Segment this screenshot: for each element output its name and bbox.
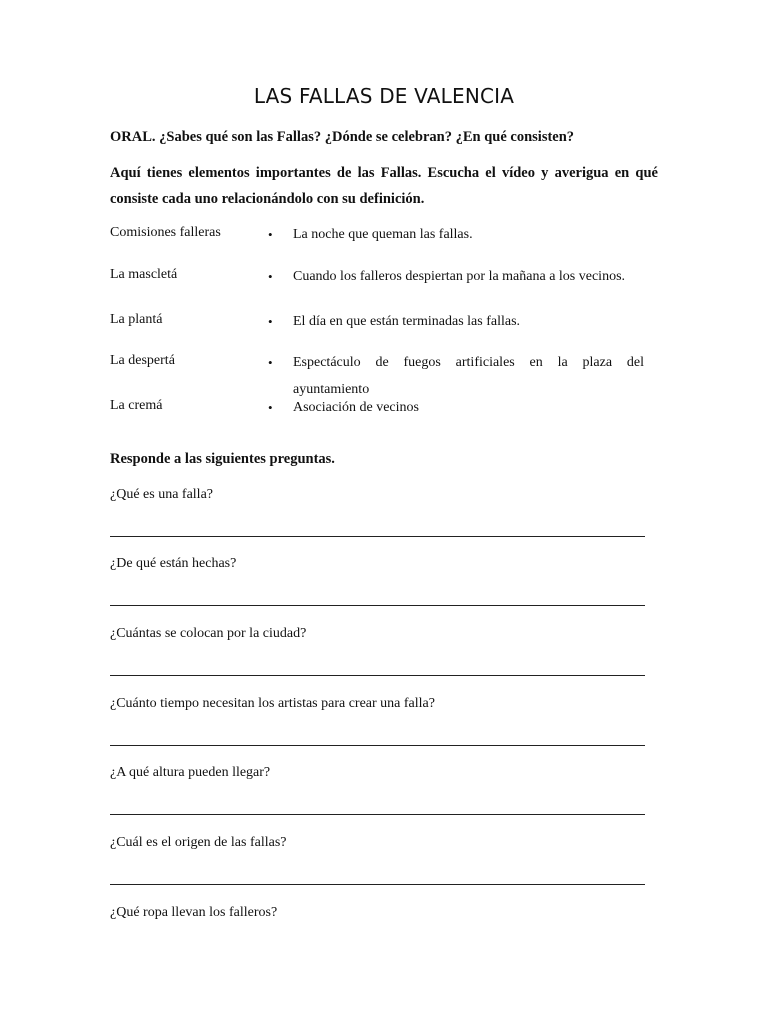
document-title: LAS FALLAS DE VALENCIA [253,84,515,108]
question-text: ¿Qué ropa llevan los falleros? [110,905,278,920]
bullet-icon: • [268,227,273,242]
answer-line[interactable] [110,605,645,606]
matching-term: La despertá [110,353,175,368]
question-text: ¿Cuál es el origen de las fallas? [110,835,287,850]
question-text: ¿A qué altura pueden llegar? [110,765,271,780]
matching-definition: El día en que están terminadas las fallas. [293,314,521,329]
bullet-icon: • [268,314,273,329]
question-text: ¿Qué es una falla? [110,487,213,502]
oral-prompt: ORAL. ¿Sabes qué son las Fallas? ¿Dónde se celebran? ¿En qué consisten? [110,129,575,145]
matching-term: La cremá [110,398,163,413]
intro-instructions: Aquí tienes elementos importantes de las Fallas. Escucha el vídeo y averigua en qué consiste cada uno relacionándolo con su definición. [110,165,658,207]
matching-definition: Cuando los falleros despiertan por la mañana a los vecinos. [293,269,626,284]
question-text: ¿De qué están hechas? [110,556,237,571]
answer-line[interactable] [110,536,645,537]
matching-term: La plantá [110,312,163,327]
matching-definition: Asociación de vecinos [293,400,419,415]
matching-definition: La noche que queman las fallas. [293,227,473,242]
matching-term: Comisiones falleras [110,225,221,240]
bullet-icon: • [268,400,273,415]
answer-line[interactable] [110,814,645,815]
question-text: ¿Cuántas se colocan por la ciudad? [110,626,307,641]
answer-line[interactable] [110,884,645,885]
bullet-icon: • [268,269,273,284]
question-text: ¿Cuánto tiempo necesitan los artistas para crear una falla? [110,696,435,711]
bullet-icon: • [268,355,273,370]
questions-heading: Responde a las siguientes preguntas. [110,451,335,467]
matching-term: La mascletá [110,267,178,282]
matching-definition: Espectáculo de fuegos artificiales en la plaza del ayuntamiento [293,355,644,397]
answer-line[interactable] [110,745,645,746]
answer-line[interactable] [110,675,645,676]
